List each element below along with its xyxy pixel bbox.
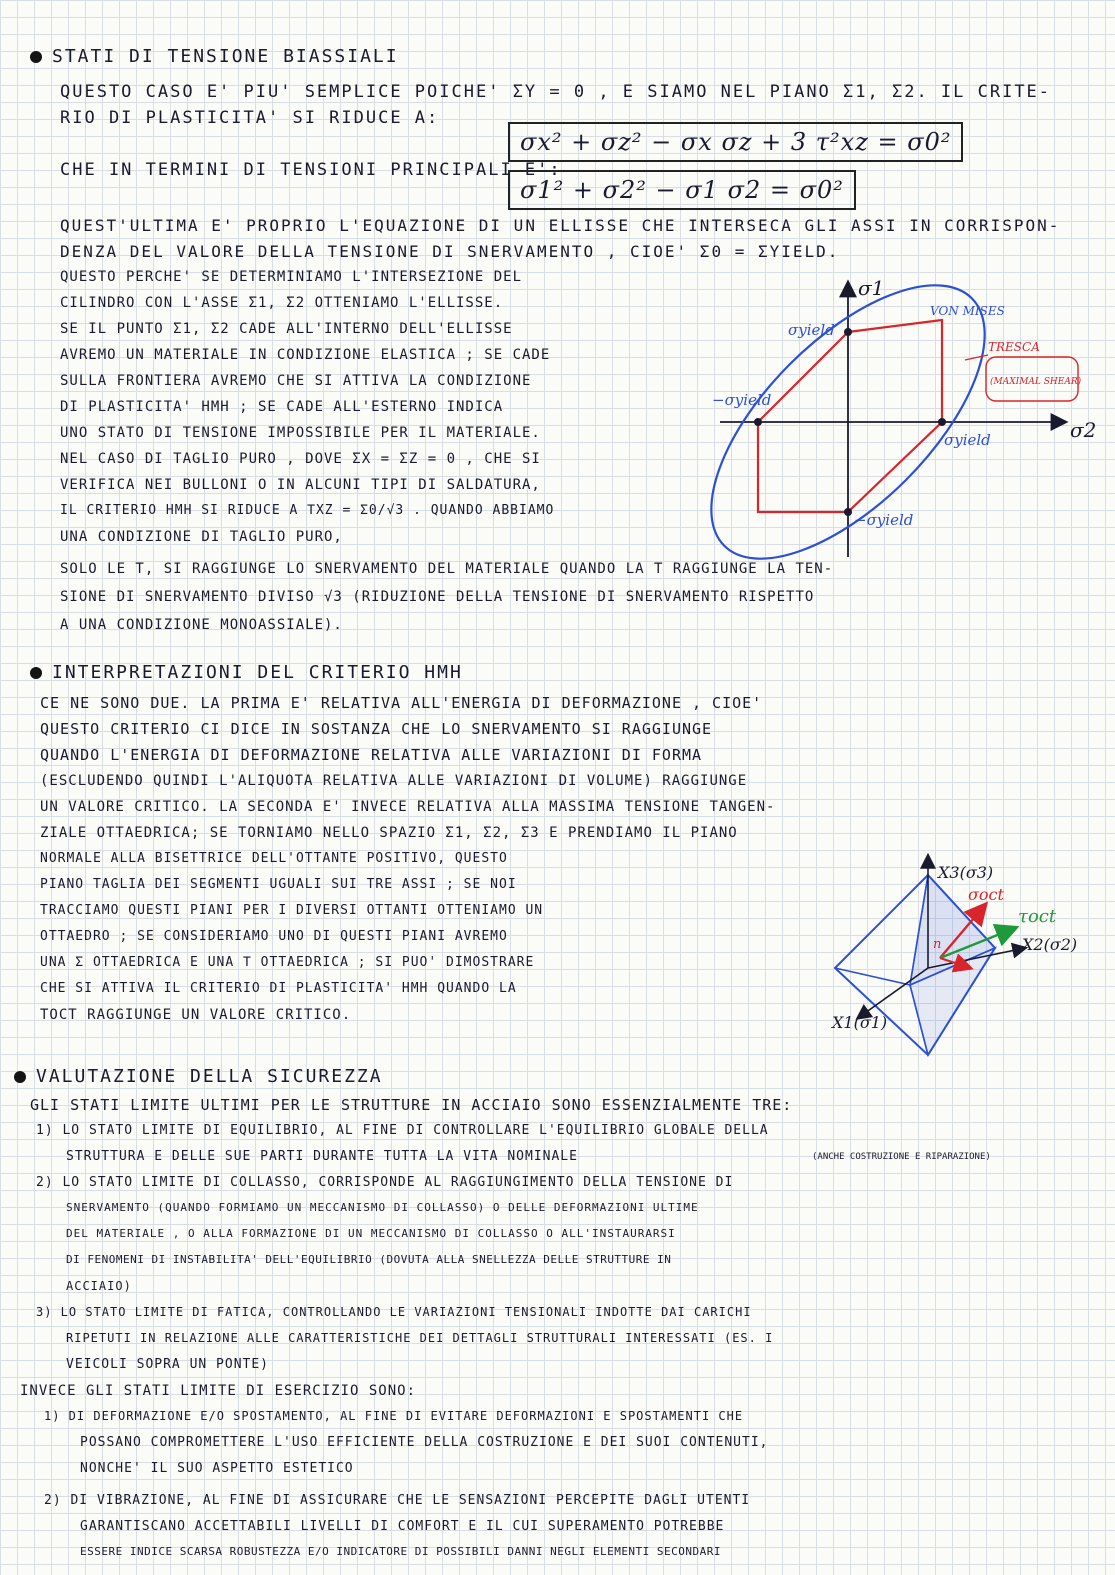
text-line: GLI STATI LIMITE ULTIMI PER LE STRUTTURE IN ACCIAIO SONO ESSENZIALMENTE TRE: [30,1096,793,1114]
list-item: GARANTISCANO ACCETTABILI LIVELLI DI COMFORT E IL CUI SUPERAMENTO POTREBBE [80,1519,725,1534]
label-x2: X2(σ2) [1022,935,1078,954]
text-line: DENZA DEL VALORE DELLA TENSIONE DI SNERVAMENTO , CIOE' Σ0 = ΣYIELD. [60,242,840,261]
text-line: A UNA CONDIZIONE MONOASSIALE). [60,617,343,633]
text-line: AVREMO UN MATERIALE IN CONDIZIONE ELASTICA ; SE CADE [60,347,551,363]
text-line: DI PLASTICITA' HMH ; SE CADE ALL'ESTERNO INDICA [60,399,504,415]
equation-box-principal: σ1² + σ2² − σ1 σ2 = σ0² [508,170,856,210]
label-sigma-yield-bottom: −σyield [854,511,914,529]
text-line: RIO DI PLASTICITA' SI RIDUCE A: [60,108,440,128]
text-line: VERIFICA NEI BULLONI O IN ALCUNI TIPI DI SALDATURA, [60,477,541,493]
list-item: ESSERE INDICE SCARSA ROBUSTEZZA E/O INDICATORE DI POSSIBILI DANNI NEGLI ELEMENTI SECONDARI [80,1545,722,1558]
text-line: PIANO TAGLIA DEI SEGMENTI UGUALI SUI TRE ASSI ; SE NOI [40,877,517,892]
text-line: UNA CONDIZIONE DI TAGLIO PURO, [60,529,343,545]
text-line: QUEST'ULTIMA E' PROPRIO L'EQUAZIONE DI UN ELLISSE CHE INTERSECA GLI ASSI IN CORRISPON- [60,216,1061,235]
text-line: SIONE DI SNERVAMENTO DIVISO √3 (RIDUZIONE DELLA TENSIONE DI SNERVAMENTO RISPETTO [60,589,815,605]
text-line: NORMALE ALLA BISETTRICE DELL'OTTANTE POSITIVO, QUESTO [40,851,508,866]
text-line: NEL CASO DI TAGLIO PURO , DOVE ΣX = ΣZ = 0 , CHE SI [60,451,541,467]
axis-label-sigma2: σ2 [1070,418,1097,442]
list-item: DEL MATERIALE , O ALLA FORMAZIONE DI UN MECCANISMO DI COLLASSO O ALL'INSTAURARSI [66,1227,676,1240]
text-line: CHE SI ATTIVA IL CRITERIO DI PLASTICITA' HMH QUANDO LA [40,981,517,996]
list-item: 1) DI DEFORMAZIONE E/O SPOSTAMENTO, AL FINE DI EVITARE DEFORMAZIONI E SPOSTAMENTI CHE [44,1409,744,1423]
octahedron-diagram [800,850,1110,1070]
label-tresca: TRESCA [988,340,1040,354]
label-sigma-yield-left: −σyield [712,391,772,409]
list-item: VEICOLI SOPRA UN PONTE) [66,1357,270,1372]
text-line: SE IL PUNTO Σ1, Σ2 CADE ALL'INTERNO DELL'ELLISSE [60,321,513,337]
text-line: OTTAEDRO ; SE CONSIDERIAMO UNO DI QUESTI PIANI AVREMO [40,929,508,944]
text-line: ZIALE OTTAEDRICA; SE TORNIAMO NELLO SPAZIO Σ1, Σ2, Σ3 E PRENDIAMO IL PIANO [40,825,738,841]
list-item: 2) LO STATO LIMITE DI COLLASSO, CORRISPONDE AL RAGGIUNGIMENTO DELLA TENSIONE DI [36,1175,734,1190]
label-tau-oct: τoct [1018,906,1057,927]
tresca-hexagon [758,320,942,512]
text-line: QUANDO L'ENERGIA DI DEFORMAZIONE RELATIVA ALLE VARIAZIONI DI FORMA [40,746,703,764]
label-x3: X3(σ3) [938,863,994,882]
text-line: UNA Σ OTTAEDRICA E UNA Τ OTTAEDRICA ; SI PUO' DIMOSTRARE [40,955,535,970]
yield-criteria-diagram [700,275,1110,565]
label-tresca-note: (MAXIMAL SHEAR) [990,377,1082,387]
list-item: 3) LO STATO LIMITE DI FATICA, CONTROLLANDO LE VARIAZIONI TENSIONALI INDOTTE DAI CARICHI [36,1305,752,1319]
label-sigma-yield-top: σyield [788,321,835,339]
text-line: ΤOCT RAGGIUNGE UN VALORE CRITICO. [40,1007,352,1023]
label-sigma-yield-right: σyield [944,431,991,449]
text-line: QUESTO CRITERIO CI DICE IN SOSTANZA CHE LO SNERVAMENTO SI RAGGIUNGE [40,720,713,738]
text-line: CHE IN TERMINI DI TENSIONI PRINCIPALI E': [60,160,562,180]
list-item: NONCHE' IL SUO ASPETTO ESTETICO [80,1461,354,1476]
list-item: STRUTTURA E DELLE SUE PARTI DURANTE TUTTA LA VITA NOMINALE [66,1149,578,1164]
list-item: ACCIAIO) [66,1279,132,1293]
list-item: DI FENOMENI DI INSTABILITA' DELL'EQUILIBRIO (DOVUTA ALLA SNELLEZZA DELLE STRUTTURE IN [66,1253,672,1266]
text-line: SOLO LE Τ, SI RAGGIUNGE LO SNERVAMENTO DEL MATERIALE QUANDO LA Τ RAGGIUNGE LA TEN- [60,561,834,577]
list-item: RIPETUTI IN RELAZIONE ALLE CARATTERISTICHE DEI DETTAGLI STRUTTURALI INTERESSATI (ES. I [66,1331,774,1345]
list-item: 2) DI VIBRAZIONE, AL FINE DI ASSICURARE CHE LE SENSAZIONI PERCEPITE DAGLI UTENTI [44,1493,751,1508]
section-heading-hmh: INTERPRETAZIONI DEL CRITERIO HMH [30,664,463,682]
text-line: UN VALORE CRITICO. LA SECONDA E' INVECE RELATIVA ALLA MASSIMA TENSIONE TANGEN- [40,799,776,815]
list-item: SNERVAMENTO (QUANDO FORMIAMO UN MECCANISMO DI COLLASSO) O DELLE DEFORMAZIONI ULTIME [66,1201,699,1214]
text-line: QUESTO CASO E' PIU' SEMPLICE POICHE' ΣY = 0 , E SIAMO NEL PIANO Σ1, Σ2. IL CRITE- [60,82,1052,102]
axis-label-sigma1: σ1 [858,276,885,300]
text-line: CILINDRO CON L'ASSE Σ1, Σ2 OTTENIAMO L'ELLISSE. [60,295,504,311]
label-sigma-oct: σoct [968,885,1004,904]
text-line: CE NE SONO DUE. LA PRIMA E' RELATIVA ALL'ENERGIA DI DEFORMAZIONE , CIOE' [40,694,763,712]
text-line: SULLA FRONTIERA AVREMO CHE SI ATTIVA LA CONDIZIONE [60,373,532,389]
label-normal: n [933,937,942,952]
text-line: IL CRITERIO HMH SI RIDUCE A ΤXZ = Σ0/√3 . QUANDO ABBIAMO [60,503,555,518]
text-line: INVECE GLI STATI LIMITE DI ESERCIZIO SONO: [20,1383,417,1399]
text-line: (ESCLUDENDO QUINDI L'ALIQUOTA RELATIVA ALLE VARIAZIONI DI VOLUME) RAGGIUNGE [40,773,748,789]
list-item-note: (ANCHE COSTRUZIONE E RIPARAZIONE) [812,1152,991,1162]
text-line: UNO STATO DI TENSIONE IMPOSSIBILE PER IL MATERIALE. [60,425,541,441]
list-item: POSSANO COMPROMETTERE L'USO EFFICIENTE DELLA COSTRUZIONE E DEI SUOI CONTENUTI, [80,1435,769,1450]
label-von-mises: VON MISES [930,304,1005,318]
section-heading-safety: VALUTAZIONE DELLA SICUREZZA [14,1068,383,1086]
list-item: 1) LO STATO LIMITE DI EQUILIBRIO, AL FINE DI CONTROLLARE L'EQUILIBRIO GLOBALE DELLA [36,1123,769,1138]
text-line: QUESTO PERCHE' SE DETERMINIAMO L'INTERSEZIONE DEL [60,269,523,285]
equation-box-hmh: σx² + σz² − σx σz + 3 τ²xz = σ0² [508,122,963,162]
label-x1: X1(σ1) [832,1013,888,1032]
section-heading-biaxial: STATI DI TENSIONE BIASSIALI [30,48,399,66]
text-line: TRACCIAMO QUESTI PIANI PER I DIVERSI OTTANTI OTTENIAMO UN [40,903,544,918]
